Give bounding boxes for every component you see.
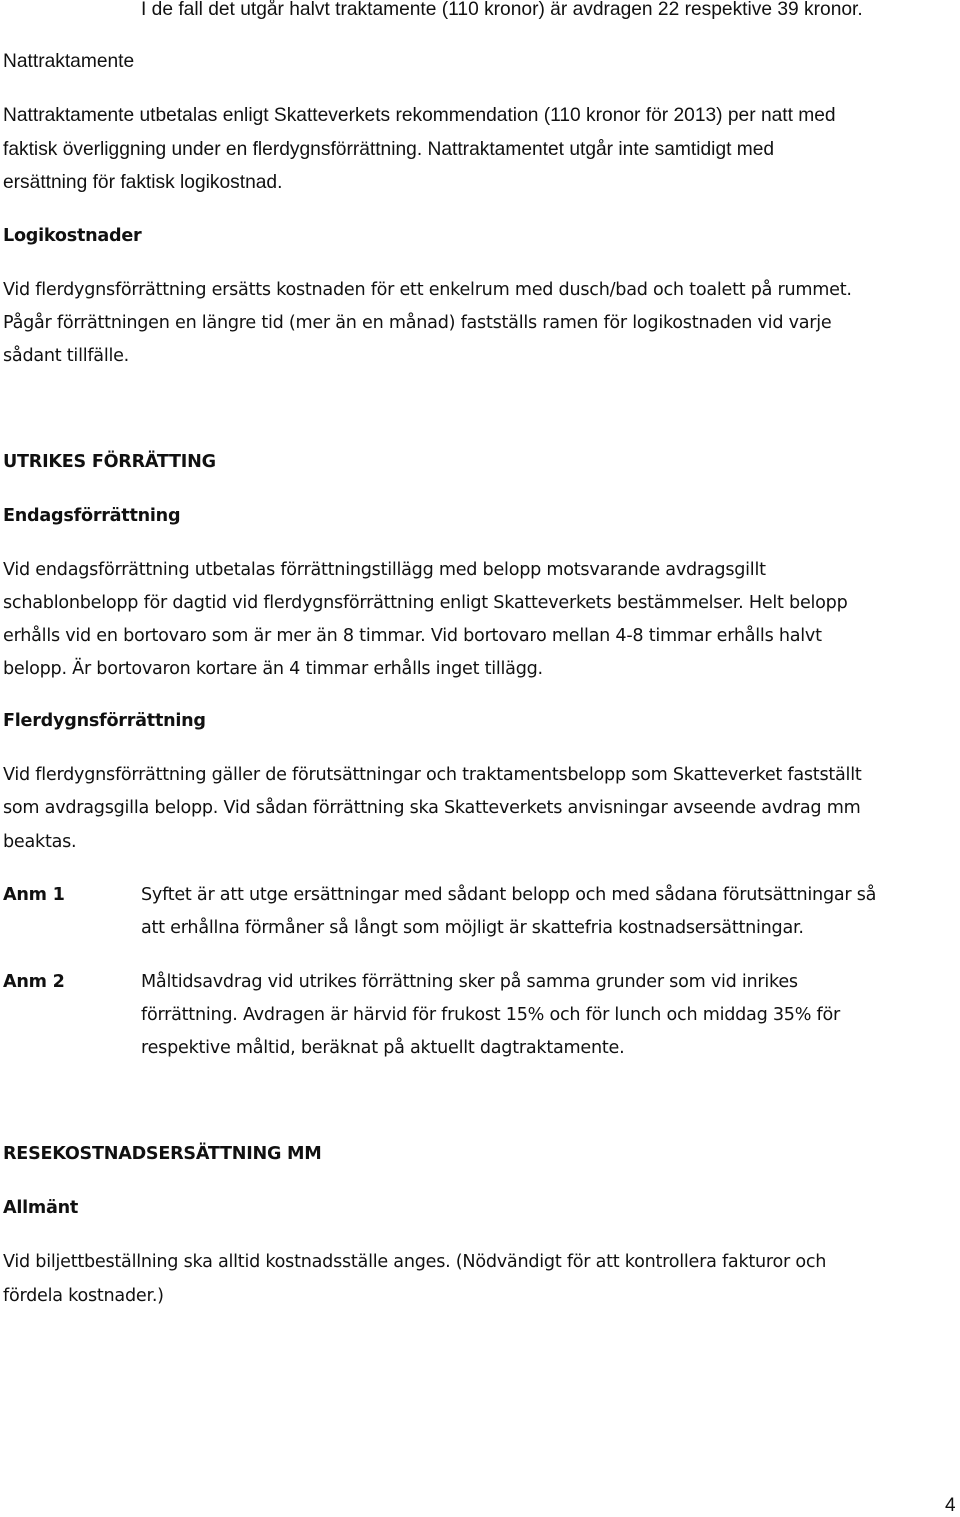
paragraph-line: Vid biljettbeställning ska alltid kostnadsställe anges. (Nödvändigt för att kontrollera fakturor och (3, 1252, 827, 1272)
heading-allmant: Allmänt (3, 1198, 79, 1218)
note-label-anm-1: Anm 1 (3, 885, 65, 905)
note-text-line: förrättning. Avdragen är härvid för frukost 15% och för lunch och middag 35% för (141, 1005, 840, 1025)
paragraph-line: Vid endagsförrättning utbetalas förrättningstillägg med belopp motsvarande avdragsgillt (3, 560, 766, 580)
paragraph-line: fördela kostnader.) (3, 1286, 164, 1306)
heading-endagsforrattning: Endagsförrättning (3, 506, 181, 526)
note-text-line: Syftet är att utge ersättningar med sådant belopp och med sådana förutsättningar så (141, 885, 877, 905)
paragraph-line: Nattraktamente utbetalas enligt Skatteverkets rekommendation (110 kronor för 2013) per natt med (3, 105, 836, 126)
paragraph-line: Vid flerdygnsförrättning gäller de förutsättningar och traktamentsbelopp som Skatteverket fastställt (3, 765, 862, 785)
paragraph-line: schablonbelopp för dagtid vid flerdygnsförrättning enligt Skatteverkets bestämmelser. Helt belopp (3, 593, 848, 613)
paragraph-line: beaktas. (3, 832, 77, 852)
paragraph-line: Vid flerdygnsförrättning ersätts kostnaden för ett enkelrum med dusch/bad och toalett på rummet. (3, 280, 852, 300)
paragraph-line: erhålls vid en bortovaro som är mer än 8 timmar. Vid bortovaro mellan 4-8 timmar erhålls halvt (3, 626, 822, 646)
paragraph-line: sådant tillfälle. (3, 346, 130, 366)
paragraph-line: faktisk överliggning under en flerdygnsförrättning. Nattraktamentet utgår inte samtidigt med (3, 139, 775, 160)
note-text-line: att erhållna förmåner så långt som möjligt är skattefria kostnadsersättningar. (141, 918, 804, 938)
note-text-line: respektive måltid, beräknat på aktuellt dagtraktamente. (141, 1038, 625, 1058)
page-number: 4 (945, 1495, 956, 1516)
paragraph-line: belopp. Är bortovaron kortare än 4 timmar erhålls inget tillägg. (3, 659, 543, 679)
heading-resekostnadsersattning: RESEKOSTNADSERSÄTTNING MM (3, 1144, 322, 1164)
paragraph-line: som avdragsgilla belopp. Vid sådan förrättning ska Skatteverkets anvisningar avseende avdrag mm (3, 798, 861, 818)
note-label-anm-2: Anm 2 (3, 972, 65, 992)
heading-logikostnader: Logikostnader (3, 226, 142, 246)
heading-utrikes-forratting: UTRIKES FÖRRÄTTING (3, 452, 216, 472)
paragraph-line: I de fall det utgår halvt traktamente (110 kronor) är avdragen 22 respektive 39 kronor. (141, 0, 863, 20)
heading-flerdygnsforrattning: Flerdygnsförrättning (3, 711, 206, 731)
heading-nattraktamente: Nattraktamente (3, 51, 135, 72)
paragraph-line: Pågår förrättningen en längre tid (mer än en månad) fastställs ramen för logikostnaden vid varje (3, 313, 832, 333)
paragraph-line: ersättning för faktisk logikostnad. (3, 172, 283, 193)
note-text-line: Måltidsavdrag vid utrikes förrättning sker på samma grunder som vid inrikes (141, 972, 798, 992)
